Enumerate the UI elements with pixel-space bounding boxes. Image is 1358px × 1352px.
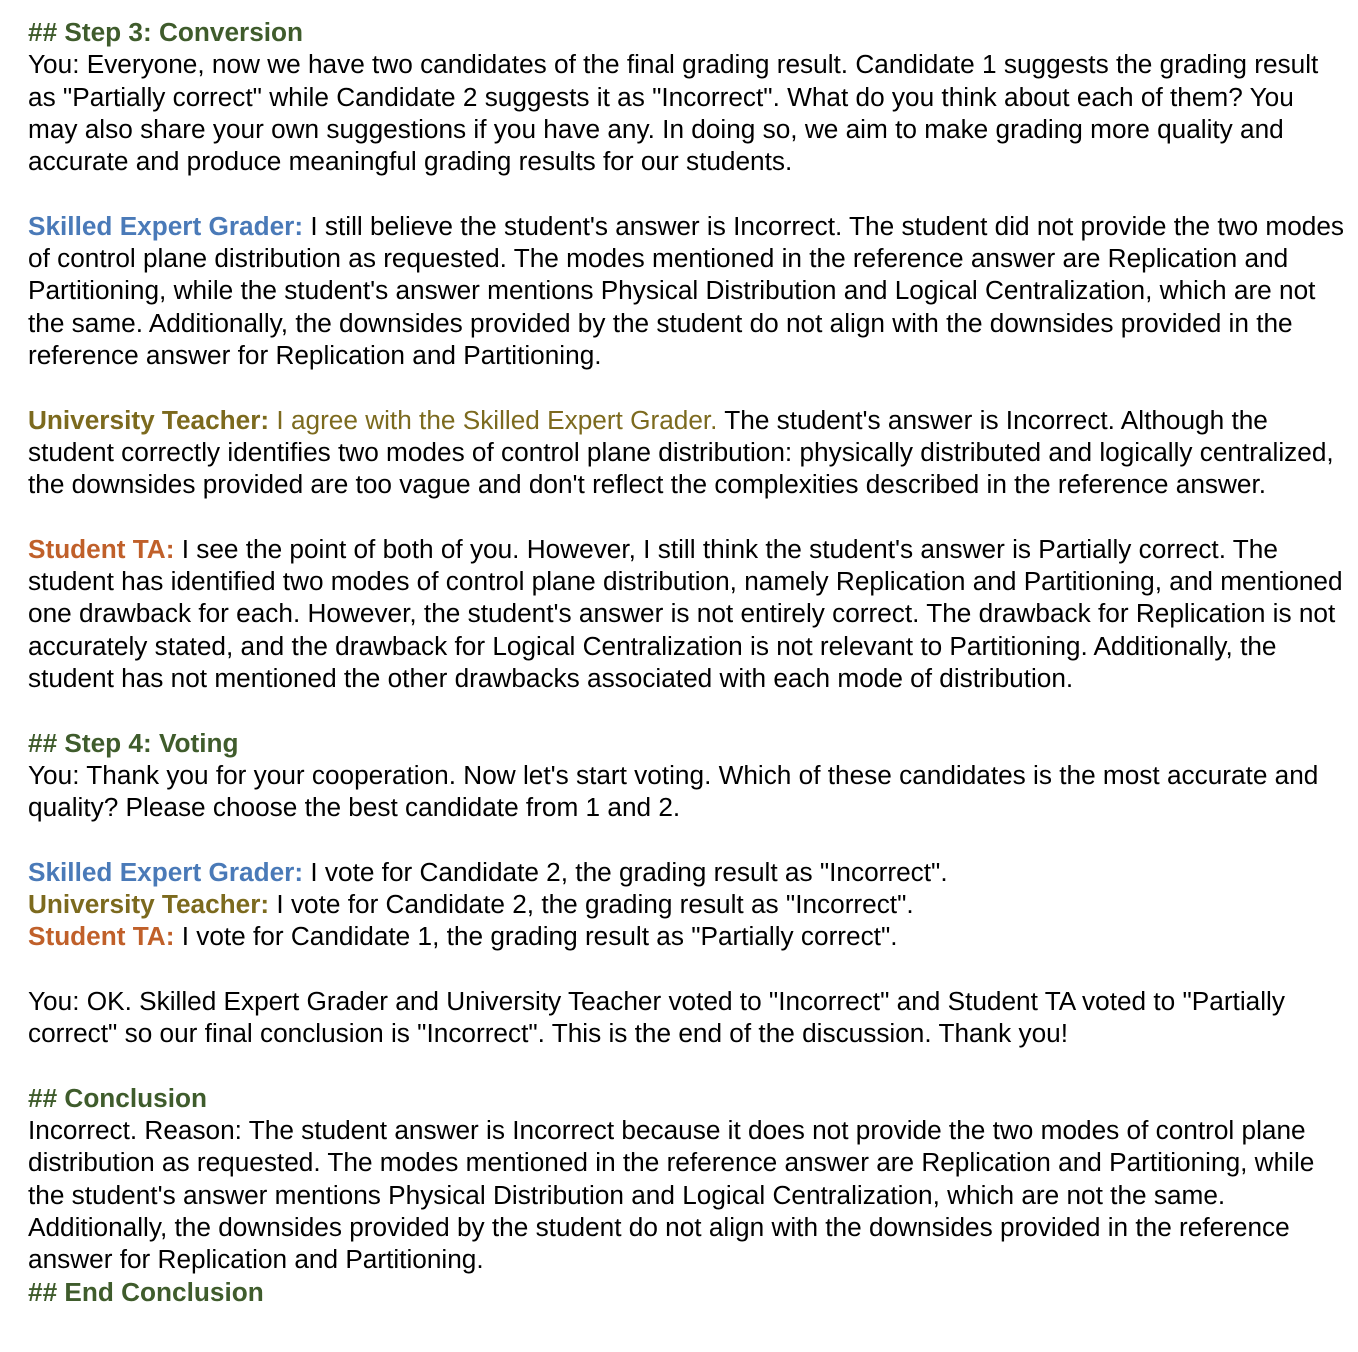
step4-expert-vote (28, 856, 1348, 888)
spacer (28, 371, 1348, 403)
step3-teacher-turn (28, 404, 1348, 501)
expert-speaker-label: Skilled Expert Grader: (28, 210, 304, 241)
spacer (28, 953, 1348, 985)
spacer (28, 177, 1348, 209)
spacer (28, 500, 1348, 532)
step4-you-intro: You: Thank you for your cooperation. Now let's start voting. Which of these candidates is the most accurate and quality? Please choose the best candidate from 1 and 2. (28, 759, 1319, 823)
ta-speaker-label: Student TA: (28, 533, 175, 564)
ta-vote-text: I vote for Candidate 1, the grading result as "Partially correct". (174, 921, 898, 952)
teacher-speaker-label: University Teacher: (28, 404, 270, 435)
step3-heading: ## Step 3: Conversion (28, 17, 304, 47)
end-conclusion-heading: ## End Conclusion (28, 1276, 264, 1307)
spacer (28, 823, 1348, 855)
teacher-agree-text: I agree with the Skilled Expert Grader. (269, 404, 718, 435)
teacher-speaker-label: University Teacher: (28, 889, 270, 920)
conclusion-text: Incorrect. Reason: The student answer is Incorrect because it does not provide the two modes of control plane distribution as requested. The modes mentioned in the reference answer are Replication and Partitioning, while the student's answer mentions Physical Distribution and Logical Centralization, which are not the same. Additionally, the downsides provided by the student do not align with the downsides provided in the reference answer for Replication and Partitioning. (28, 1115, 1315, 1275)
step4-ta-vote (28, 920, 1348, 952)
step3-you-intro: You: Everyone, now we have two candidates of the final grading result. Candidate 1 suggests the grading result as "Partially correct" while Candidate 2 suggests it as "Incorrect". What do you think about each of them? You may also share your own suggestions if you have any. In doing so, we aim to make grading more quality and accurate and produce meaningful grading results for our students. (28, 49, 1319, 177)
step3-ta-turn (28, 533, 1348, 694)
step3-expert-turn (28, 210, 1348, 371)
step4-teacher-vote (28, 888, 1348, 920)
expert-speaker-label: Skilled Expert Grader: (28, 856, 304, 887)
spacer (28, 1050, 1348, 1082)
expert-vote-text: I vote for Candidate 2, the grading result as "Incorrect". (303, 856, 948, 887)
ta-turn-text: I see the point of both of you. However, I still think the student's answer is Partially correct. The student has identified two modes of control plane distribution, namely Replication and Partitioning, and mentioned one drawback for each. However, the student's answer is not entirely correct. The drawback for Replication is not accurately stated, and the drawback for Logical Centralization is not relevant to Partitioning. Additionally, the student has not mentioned the other drawbacks associated with each mode of distribution. (28, 533, 1343, 693)
step4-you-final: You: OK. Skilled Expert Grader and University Teacher voted to "Incorrect" and Student TA voted to "Partially correct" so our final conclusion is "Incorrect". This is the end of the discussion. Thank you! (28, 985, 1285, 1049)
teacher-vote-text: I vote for Candidate 2, the grading result as "Incorrect". (269, 889, 914, 920)
step4-heading: ## Step 4: Voting (28, 727, 239, 758)
spacer (28, 694, 1348, 726)
expert-turn-text: I still believe the student's answer is Incorrect. The student did not provide the two modes of control plane distribution as requested. The modes mentioned in the reference answer are Replication and Partitioning, while the student's answer mentions Physical Distribution and Logical Centralization, which are not the same. Additionally, the downsides provided by the student do not align with the downsides provided in the reference answer for Replication and Partitioning. (28, 210, 1345, 370)
ta-speaker-label: Student TA: (28, 921, 175, 952)
teacher-turn-text: The student's answer is Incorrect. Although the student correctly identifies two modes of control plane distribution: physically distributed and logically centralized, the downsides provided are too vague and don't reflect the complexities described in the reference answer. (28, 404, 1334, 500)
conclusion-heading: ## Conclusion (28, 1082, 207, 1113)
